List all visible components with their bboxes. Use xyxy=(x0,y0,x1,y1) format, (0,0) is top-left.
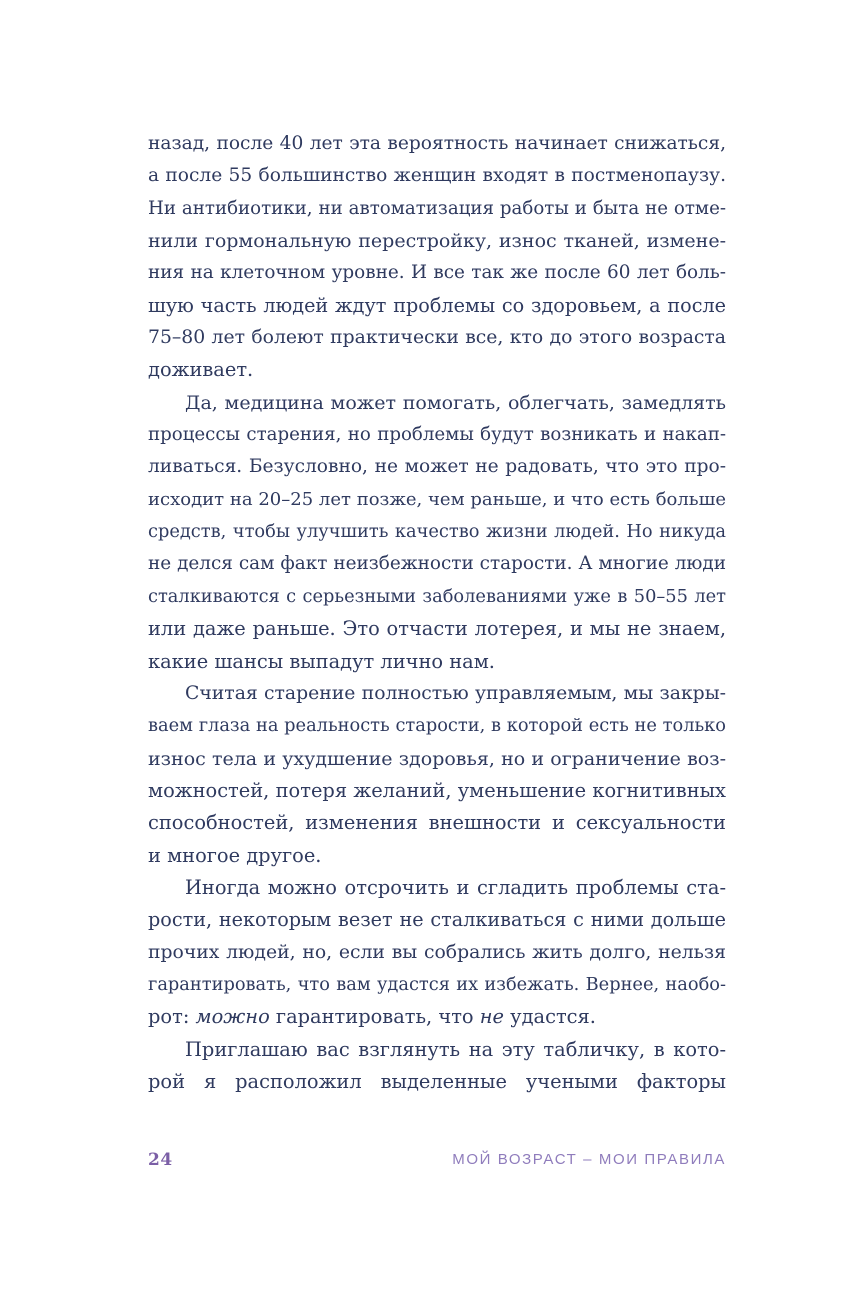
text-line: какие шансы выпадут лично нам. xyxy=(148,649,495,673)
body-text xyxy=(148,128,726,1098)
paragraph-5 xyxy=(148,1034,726,1099)
paragraph-1 xyxy=(148,128,726,387)
text-line: не делся сам факт неизбежности старости. А многие люди xyxy=(148,553,726,575)
text-line: способностей, изменения внешности и сексуальности xyxy=(148,811,726,835)
text-line: ваем глаза на реальность старости, в которой есть не только xyxy=(148,715,726,737)
text-line: гарантировать, что вам удастся их избежать. Вернее, наобо- xyxy=(148,973,726,995)
text-line-with-italics xyxy=(148,1001,726,1033)
text-line: исходит на 20–25 лет позже, чем раньше, и что есть больше xyxy=(148,488,726,510)
text-line: Ни антибиотики, ни автоматизация работы и быта не отме- xyxy=(148,197,726,219)
text-line: можностей, потеря желаний, уменьшение когнитивных xyxy=(148,778,726,802)
text-line: 75–80 лет болеют практически все, кто до этого возраста xyxy=(148,327,726,349)
text-line: Приглашаю вас взглянуть на эту табличку, в кото- xyxy=(185,1037,726,1061)
text-line: шую часть людей ждут проблемы со здоровьем, а после xyxy=(148,293,726,317)
page-number: 24 xyxy=(148,1150,173,1170)
italic-emphasis: можно xyxy=(195,1005,270,1029)
text-fragment: гарантировать, что xyxy=(269,1005,480,1029)
text-fragment: удастся. xyxy=(504,1005,596,1029)
text-line: Иногда можно отсрочить и сгладить проблемы ста- xyxy=(185,875,726,899)
text-line: и многое другое. xyxy=(148,843,322,867)
text-line: назад, после 40 лет эта вероятность начинает снижаться, xyxy=(148,133,726,154)
text-line: средств, чтобы улучшить качество жизни людей. Но никуда xyxy=(148,521,726,543)
paragraph-2 xyxy=(148,387,726,678)
running-title: МОЙ ВОЗРАСТ – МОИ ПРАВИЛА xyxy=(452,1151,726,1168)
text-line: а после 55 большинство женщин входят в постменопаузу. xyxy=(148,165,726,187)
text-line: ния на клеточном уровне. И все так же после 60 лет боль- xyxy=(148,262,726,284)
text-line: рости, некоторым везет не сталкиваться с ними дольше xyxy=(148,908,726,932)
text-line: Да, медицина может помогать, облегчать, замедлять xyxy=(185,391,726,414)
text-line: процессы старения, но проблемы будут возникать и накап- xyxy=(148,424,726,446)
text-line: ливаться. Безусловно, не может не радовать, что это про- xyxy=(148,456,726,478)
text-line: рой я расположил выделенные учеными факторы xyxy=(148,1069,726,1093)
page-footer xyxy=(148,1150,726,1176)
paragraph-3 xyxy=(148,678,726,872)
text-line: доживает. xyxy=(148,358,254,382)
paragraph-4 xyxy=(148,872,726,1034)
text-line: нили гормональную перестройку, износ тканей, измене- xyxy=(148,230,726,253)
text-line: сталкиваются с серьезными заболеваниями уже в 50–55 лет xyxy=(148,585,726,607)
text-fragment: рот: xyxy=(148,1005,196,1029)
text-line: износ тела и ухудшение здоровья, но и ограничение воз- xyxy=(148,747,726,770)
text-line: или даже раньше. Это отчасти лотерея, и мы не знаем, xyxy=(148,617,726,641)
italic-emphasis: не xyxy=(479,1005,505,1029)
text-line: Считая старение полностью управляемым, мы закры- xyxy=(185,682,726,704)
text-line: прочих людей, но, если вы собрались жить долго, нельзя xyxy=(148,941,726,963)
